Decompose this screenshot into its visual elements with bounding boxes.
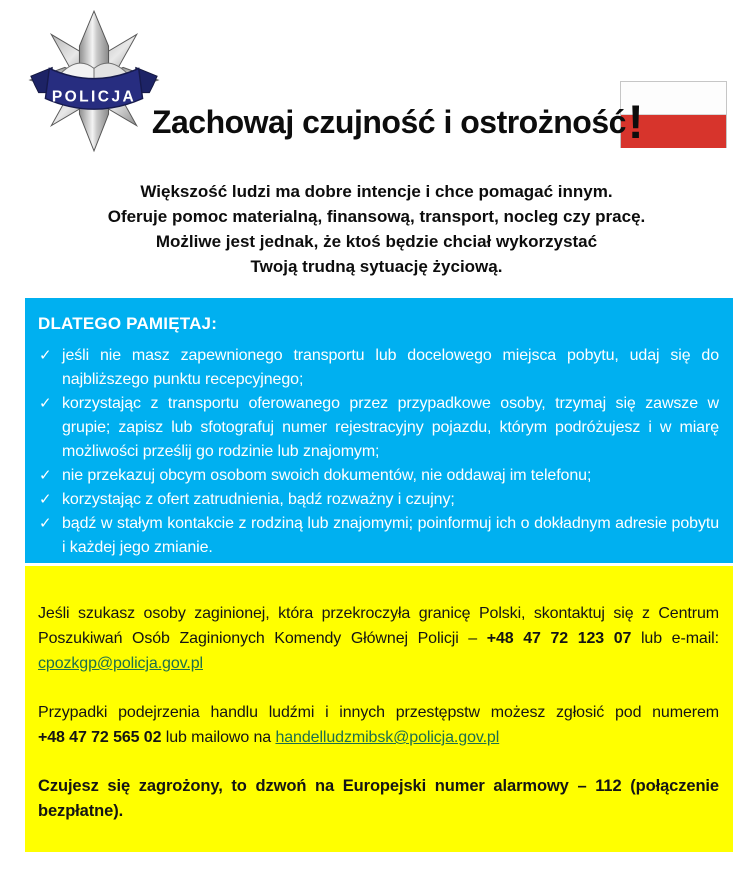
trafficking-paragraph	[38, 700, 719, 750]
intro-line-2: Oferuje pomoc materialną, finansową, transport, nocleg czy pracę.	[107, 207, 646, 226]
missing-person-text-middle: lub e-mail:	[631, 630, 719, 647]
intro-line-1: Większość ludzi ma dobre intencje i chce pomagać innym.	[140, 182, 613, 201]
checkmark-icon: ✓	[39, 467, 52, 484]
list-item	[38, 344, 719, 392]
list-item	[38, 488, 719, 512]
trafficking-text: Przypadki podejrzenia handlu ludźmi i innych przestępstw możesz zgłosić pod numerem	[38, 704, 719, 721]
checkmark-icon: ✓	[39, 347, 52, 364]
list-item-text: bądź w stałym kontakcie z rodziną lub znajomymi; poinformuj ich o dokładnym adresie pobytu i każdej jego zmianie.	[62, 515, 719, 556]
emergency-112-paragraph: Czujesz się zagrożony, to dzwoń na Europejski numer alarmowy – 112 (połączenie bezpłatne).	[38, 777, 719, 820]
checkmark-icon: ✓	[39, 515, 52, 532]
trafficking-text-middle: lub mailowo na	[161, 729, 276, 746]
checkmark-icon: ✓	[39, 491, 52, 508]
intro-paragraph	[0, 179, 753, 279]
trafficking-phone: +48 47 72 565 02	[38, 729, 162, 746]
list-item	[38, 512, 719, 560]
list-item-text: jeśli nie masz zapewnionego transportu lub docelowego miejsca pobytu, udaj się do najbliższego punktu recepcyjnego;	[62, 347, 719, 388]
remember-section	[25, 298, 733, 563]
missing-person-email-link[interactable]: cpozkgp@policja.gov.pl	[38, 655, 203, 672]
page-title	[150, 95, 645, 148]
missing-person-text: Jeśli szukasz osoby zaginionej, która przekroczyła granicę Polski, skontaktuj się z Centrum Poszukiwań Osób Zaginionych Komendy Głównej Policji –	[38, 605, 719, 647]
trafficking-email-link[interactable]: handelludzmibsk@policja.gov.pl	[275, 729, 500, 746]
policja-banner-text: POLICJA	[51, 88, 137, 106]
remember-list	[38, 344, 719, 560]
list-item-text: korzystając z ofert zatrudnienia, bądź rozważny i czujny;	[62, 491, 455, 508]
page-title-text: Zachowaj czujność i ostrożność	[151, 104, 626, 140]
missing-person-phone: +48 47 72 123 07	[486, 630, 632, 647]
intro-line-3: Możliwe jest jednak, że ktoś będzie chciał wykorzystać	[155, 232, 598, 251]
checkmark-icon: ✓	[39, 395, 52, 412]
title-exclamation: !	[627, 95, 644, 148]
remember-heading: DLATEGO PAMIĘTAJ:	[38, 314, 218, 333]
list-item-text: korzystając z transportu oferowanego przez przypadkowe osoby, trzymaj się zawsze w grupie; zapisz lub sfotografuj numer rejestracyjny pojazdu, którym podróżujesz i w miarę możliwości prześlij go rodzinie lub znajomym;	[62, 395, 719, 460]
contact-section	[25, 566, 733, 852]
missing-person-paragraph	[38, 601, 719, 676]
police-logo	[26, 6, 162, 158]
list-item	[38, 464, 719, 488]
intro-line-4: Twoją trudną sytuację życiową.	[250, 257, 503, 276]
list-item	[38, 392, 719, 464]
list-item-text: nie przekazuj obcym osobom swoich dokumentów, nie oddawaj im telefonu;	[62, 467, 592, 484]
